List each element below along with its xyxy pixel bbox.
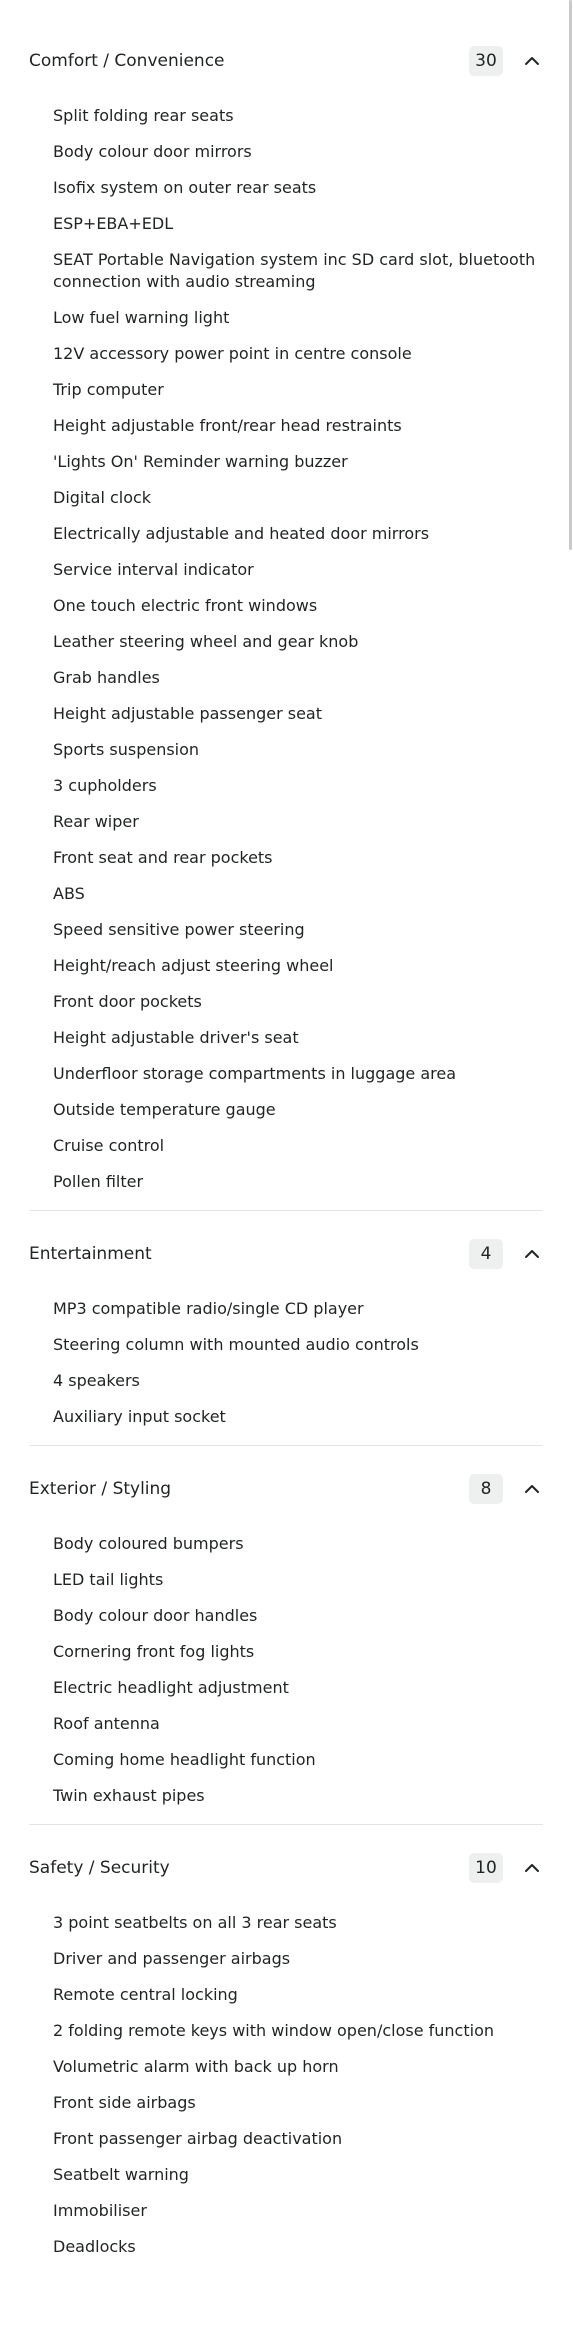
list-item: Underfloor storage compartments in luggage area (53, 1064, 457, 1083)
list-item: Immobiliser (53, 2201, 147, 2220)
feature-list (29, 1291, 543, 1445)
list-item: Remote central locking (53, 1985, 238, 2004)
list-item: Outside temperature gauge (53, 1100, 276, 1119)
list-item: Low fuel warning light (53, 308, 230, 327)
list-item: 'Lights On' Reminder warning buzzer (53, 452, 348, 471)
page-scrollbar[interactable] (569, 0, 572, 550)
list-item: Volumetric alarm with back up horn (53, 2057, 339, 2076)
list-item: Front seat and rear pockets (53, 848, 273, 867)
list-item: Service interval indicator (53, 560, 254, 579)
list-item: Electric headlight adjustment (53, 1678, 289, 1697)
section-entertainment (29, 1211, 543, 1446)
list-item: Speed sensitive power steering (53, 920, 305, 939)
section-safety-security (29, 1825, 543, 2275)
list-item: 3 point seatbelts on all 3 rear seats (53, 1913, 337, 1932)
section-header-entertainment[interactable] (29, 1211, 543, 1291)
list-item: 2 folding remote keys with window open/close function (53, 2021, 494, 2040)
list-item: 12V accessory power point in centre console (53, 344, 412, 363)
count-badge: 10 (469, 1853, 503, 1883)
list-item: Body coloured bumpers (53, 1534, 244, 1553)
count-badge: 30 (469, 46, 503, 76)
section-title: Comfort / Convenience (29, 51, 225, 71)
list-item: Rear wiper (53, 812, 139, 831)
chevron-up-icon[interactable] (521, 1857, 543, 1879)
list-item: ABS (53, 884, 85, 903)
list-item: Front passenger airbag deactivation (53, 2129, 343, 2148)
list-item: Front side airbags (53, 2093, 196, 2112)
chevron-up-icon[interactable] (521, 50, 543, 72)
count-badge: 4 (469, 1239, 503, 1269)
list-item: MP3 compatible radio/single CD player (53, 1299, 364, 1318)
list-item: Driver and passenger airbags (53, 1949, 291, 1968)
list-item: Coming home headlight function (53, 1750, 316, 1769)
section-title: Entertainment (29, 1244, 152, 1264)
list-item: 3 cupholders (53, 776, 157, 795)
list-item: Front door pockets (53, 992, 202, 1011)
list-item: Twin exhaust pipes (53, 1786, 205, 1805)
list-item: Auxiliary input socket (53, 1407, 226, 1426)
list-item: Grab handles (53, 668, 160, 687)
list-item: Steering column with mounted audio controls (53, 1335, 419, 1354)
list-item: Height adjustable passenger seat (53, 704, 323, 723)
list-item: Deadlocks (53, 2237, 136, 2256)
list-item: Split folding rear seats (53, 106, 234, 125)
list-item: LED tail lights (53, 1570, 164, 1589)
section-header-safety-security[interactable] (29, 1825, 543, 1905)
feature-list (29, 1905, 543, 2275)
list-item: ESP+EBA+EDL (53, 214, 174, 233)
list-item: Height adjustable driver's seat (53, 1028, 299, 1047)
section-header-exterior-styling[interactable] (29, 1446, 543, 1526)
list-item: Roof antenna (53, 1714, 160, 1733)
list-item: Leather steering wheel and gear knob (53, 632, 359, 651)
list-item: SEAT Portable Navigation system inc SD card slot, bluetooth connection with audio streaming (53, 250, 536, 291)
list-item: Sports suspension (53, 740, 200, 759)
list-item: Seatbelt warning (53, 2165, 189, 2184)
list-item: Pollen filter (53, 1172, 144, 1191)
chevron-up-icon[interactable] (521, 1243, 543, 1265)
section-title: Exterior / Styling (29, 1479, 172, 1499)
count-badge: 8 (469, 1474, 503, 1504)
list-item: Isofix system on outer rear seats (53, 178, 317, 197)
list-item: Cornering front fog lights (53, 1642, 255, 1661)
list-item: Height/reach adjust steering wheel (53, 956, 334, 975)
section-title: Safety / Security (29, 1858, 170, 1878)
section-exterior-styling (29, 1446, 543, 1825)
list-item: Digital clock (53, 488, 152, 507)
list-item: Electrically adjustable and heated door mirrors (53, 524, 430, 543)
list-item: Body colour door mirrors (53, 142, 252, 161)
section-comfort-convenience (29, 0, 543, 1211)
feature-list (29, 98, 543, 1210)
list-item: Body colour door handles (53, 1606, 258, 1625)
list-item: Trip computer (53, 380, 164, 399)
list-item: One touch electric front windows (53, 596, 318, 615)
chevron-up-icon[interactable] (521, 1478, 543, 1500)
feature-list (29, 1526, 543, 1824)
list-item: Cruise control (53, 1136, 165, 1155)
features-accordion (29, 0, 543, 2275)
list-item: 4 speakers (53, 1371, 140, 1390)
section-header-comfort-convenience[interactable] (29, 0, 543, 98)
list-item: Height adjustable front/rear head restraints (53, 416, 402, 435)
